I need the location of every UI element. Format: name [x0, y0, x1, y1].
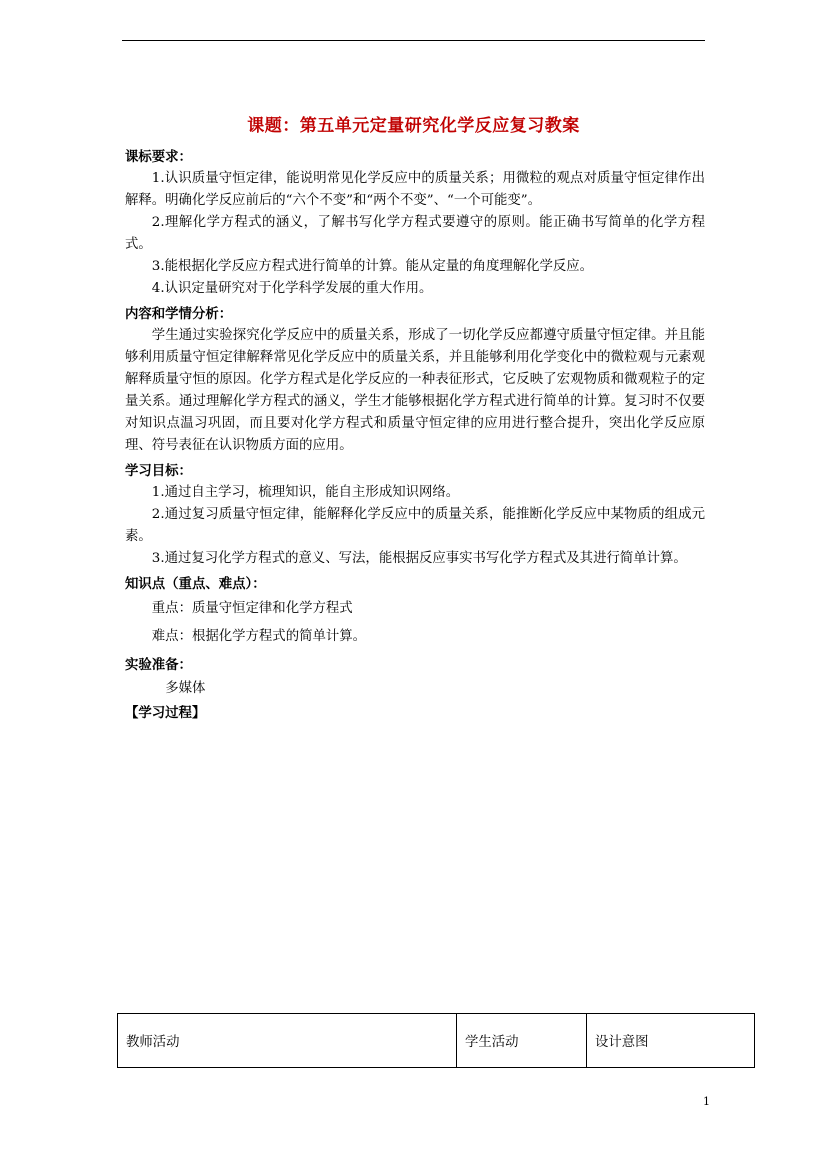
standards-item: 1.认识质量守恒定律，能说明常见化学反应中的质量关系；用微粒的观点对质量守恒定律作出解释。明确化学反应前后的“六个不变”和“两个不变”、“一个可能变”。: [125, 171, 705, 208]
table-header-row: [118, 1014, 755, 1068]
process-heading: 【学习过程】: [125, 705, 206, 721]
prep-item: 多媒体: [165, 681, 206, 696]
page-number: 1: [703, 1095, 710, 1108]
activities-table: [117, 1013, 755, 1068]
goals-item: 3.通过复习化学方程式的意义、写法，能根据反应事实书写化学方程式及其进行简单计算。: [151, 551, 687, 566]
column-header-teacher: 教师活动: [118, 1014, 457, 1068]
standards-heading: 课标要求：: [125, 149, 192, 165]
key-point: 重点：质量守恒定律和化学方程式: [151, 601, 353, 616]
difficulty-point: 难点：根据化学方程式的简单计算。: [151, 629, 367, 644]
document-body: [125, 146, 705, 724]
analysis-heading: 内容和学情分析：: [125, 306, 233, 322]
goals-heading: 学习目标：: [125, 463, 192, 479]
goals-item: 1.通过自主学习，梳理知识，能自主形成知识网络。: [151, 485, 460, 500]
header-rule: [122, 40, 705, 41]
column-header-intent: 设计意图: [587, 1014, 755, 1068]
document-title: 课题：第五单元定量研究化学反应复习教案: [247, 116, 580, 136]
prep-heading: 实验准备：: [125, 657, 192, 673]
standards-item: 4.认识定量研究对于化学科学发展的重大作用。: [151, 281, 433, 296]
goals-item: 2.通过复习质量守恒定律，能解释化学反应中的质量关系，能推断化学反应中某物质的组成元素。: [125, 507, 705, 544]
key-points-heading: 知识点（重点、难点）：: [125, 576, 266, 592]
standards-item: 3.能根据化学反应方程式进行简单的计算。能从定量的角度理解化学反应。: [151, 259, 594, 274]
analysis-paragraph: 学生通过实验探究化学反应中的质量关系，形成了一切化学反应都遵守质量守恒定律。并且能够利用质量守恒定律解释常见化学反应中的质量关系，并且能够利用化学变化中的微粒观与元素观解释质量守恒的原因。化学方程式是化学反应的一种表征形式，它反映了宏观物质和微观粒子的定量关系。通过理解化学方程式的涵义，学生才能够根据化学方程式进行简单的计算。复习时不仅要对知识点温习巩固，而且要对化学方程式和质量守恒定律的应用进行整合提升，突出化学反应原理、符号表征在认识物质方面的应用。: [125, 328, 705, 453]
column-header-student: 学生活动: [457, 1014, 587, 1068]
standards-item: 2.理解化学方程式的涵义，了解书写化学方程式要遵守的原则。能正确书写简单的化学方程式。: [125, 215, 705, 252]
